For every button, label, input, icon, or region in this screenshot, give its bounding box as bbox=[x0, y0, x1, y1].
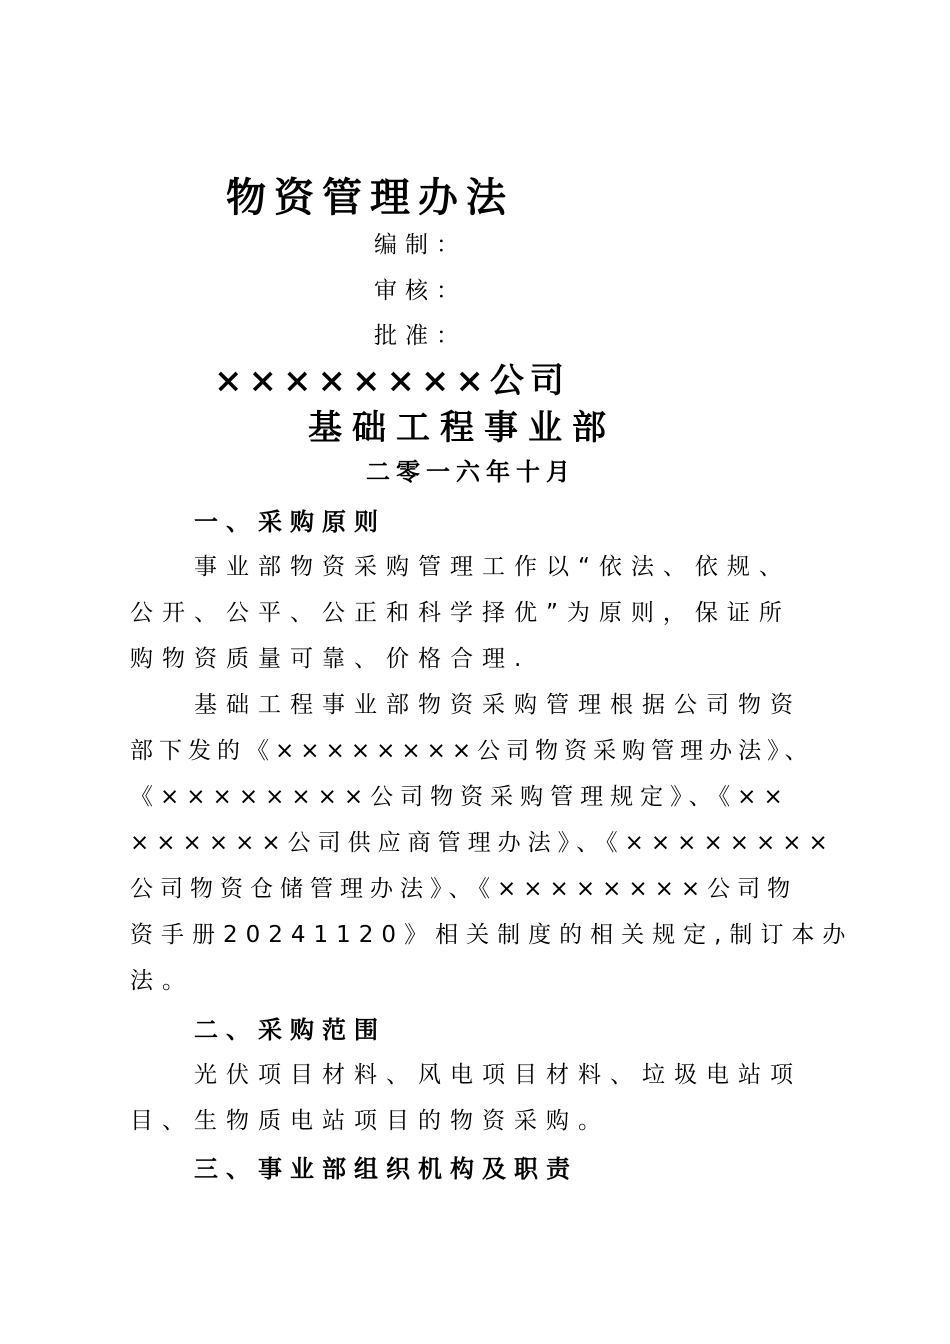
paragraph-line: 事业部物资采购管理工作以“依法、依规、 bbox=[194, 554, 791, 580]
section-heading: 二、采购范围 bbox=[194, 1016, 386, 1044]
paragraph-line: 公开、公平、公正和科学择优”为原则，保证所 bbox=[130, 600, 791, 626]
company-name: ××××××××公司 bbox=[214, 361, 570, 401]
paragraph-line: ××××××公司供应商管理办法》、《×××××××× bbox=[130, 830, 835, 856]
paragraph-line: 基础工程事业部物资采购管理根据公司物资 bbox=[194, 692, 802, 718]
paragraph-line: 目、生物质电站项目的物资采购。 bbox=[130, 1108, 610, 1134]
paragraph-line: 法。 bbox=[130, 968, 194, 994]
document-date: 二零一六年十月 bbox=[366, 457, 576, 486]
paragraph-line: 部下发的《××××××××公司物资采购管理办法》、 bbox=[130, 738, 814, 764]
compiled-by-field: 编制： bbox=[374, 232, 467, 258]
paragraph-line: 《××××××××公司物资采购管理规定》、《×× bbox=[130, 784, 790, 810]
reviewed-by-field: 审核： bbox=[374, 278, 467, 304]
approved-by-field: 批准： bbox=[374, 323, 467, 349]
paragraph-line: 资手册20241120》相关制度的相关规定,制订本办 bbox=[130, 922, 854, 948]
department-name: 基础工程事业部 bbox=[308, 408, 616, 448]
section-heading: 一、采购原则 bbox=[194, 508, 386, 536]
paragraph-line: 公司物资仓储管理办法》、《××××××××公司物 bbox=[130, 876, 798, 902]
section-heading: 三、事业部组织机构及职责 bbox=[194, 1155, 578, 1183]
paragraph-line: 光伏项目材料、风电项目材料、垃圾电站项 bbox=[194, 1062, 802, 1088]
paragraph-line: 购物资质量可靠、价格合理. bbox=[130, 646, 531, 672]
document-title: 物资管理办法 bbox=[226, 174, 514, 221]
